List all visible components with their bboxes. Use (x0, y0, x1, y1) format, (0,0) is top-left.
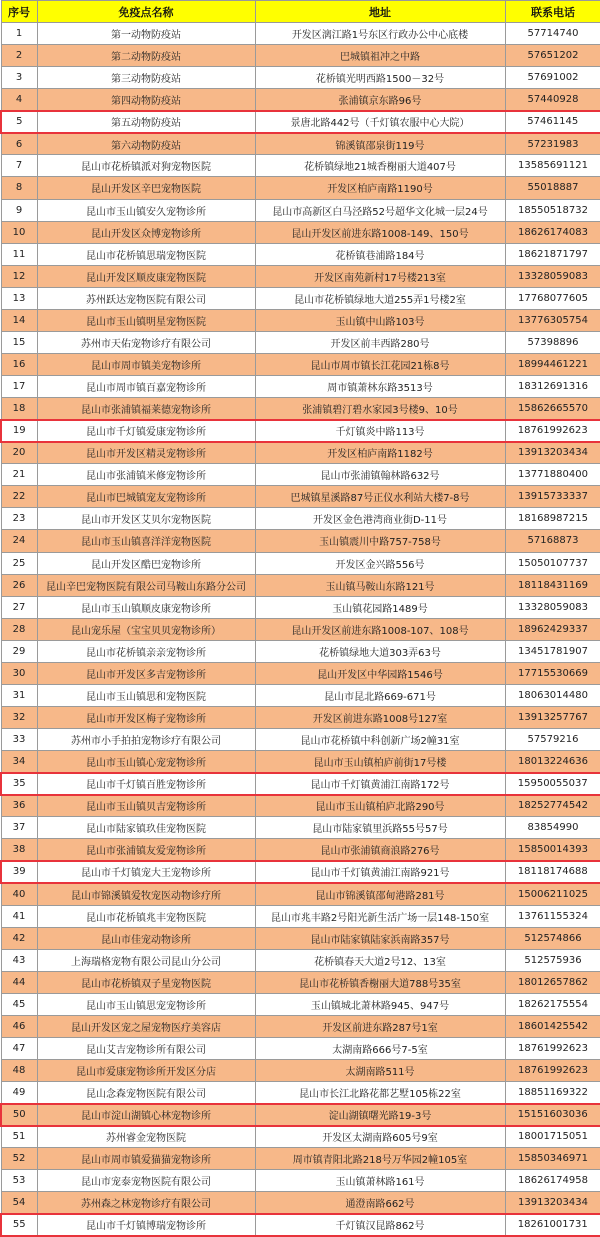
table-row (1, 420, 600, 442)
table-row (1, 706, 600, 728)
cell-address: 开发区前进东路287号1室 (255, 1015, 505, 1037)
cell-address: 花桥镇巷浦路184号 (255, 243, 505, 265)
cell-phone: 57714740 (505, 23, 600, 45)
cell-address: 昆山市高新区白马泾路52号超华文化城一层24号 (255, 199, 505, 221)
cell-address: 玉山镇城北萧林路945、947号 (255, 993, 505, 1015)
table-header-row (1, 1, 600, 23)
cell-index: 55 (1, 1214, 37, 1236)
cell-phone: 18626174958 (505, 1170, 600, 1192)
cell-phone: 13328059083 (505, 596, 600, 618)
cell-name: 昆山市玉山镇明星宠物医院 (37, 309, 255, 331)
cell-name: 第六动物防疫站 (37, 133, 255, 155)
table-row (1, 398, 600, 420)
cell-address: 花桥镇绿地21城香榭丽大道407号 (255, 155, 505, 177)
cell-index: 24 (1, 530, 37, 552)
table-row (1, 1015, 600, 1037)
cell-address: 昆山市兆丰路2号阳光新生活广场一层148-150室 (255, 905, 505, 927)
cell-phone: 512575936 (505, 949, 600, 971)
cell-index: 49 (1, 1082, 37, 1104)
cell-address: 巴城镇星溪路87号正仪水利站大楼7-8号 (255, 486, 505, 508)
cell-phone: 18761992623 (505, 1059, 600, 1081)
cell-phone: 18601425542 (505, 1015, 600, 1037)
cell-index: 17 (1, 376, 37, 398)
cell-address: 开发区太湖南路605号9室 (255, 1126, 505, 1148)
cell-address: 玉山镇萧林路161号 (255, 1170, 505, 1192)
cell-address: 开发区金色港湾商业街D-11号 (255, 508, 505, 530)
table-row (1, 1082, 600, 1104)
cell-phone: 57579216 (505, 729, 600, 751)
cell-index: 34 (1, 751, 37, 773)
cell-name: 昆山市千灯镇博瑞宠物诊所 (37, 1214, 255, 1236)
cell-index: 29 (1, 640, 37, 662)
table-row (1, 67, 600, 89)
table-row (1, 1104, 600, 1126)
header-address: 地址 (255, 1, 505, 23)
cell-index: 19 (1, 420, 37, 442)
table-row (1, 287, 600, 309)
cell-address: 太湖南路511号 (255, 1059, 505, 1081)
cell-name: 昆山市陆家镇玖佳宠物医院 (37, 817, 255, 839)
cell-address: 张浦镇京东路96号 (255, 89, 505, 111)
table-row (1, 861, 600, 883)
cell-phone: 15050107737 (505, 552, 600, 574)
cell-phone: 18994461221 (505, 353, 600, 375)
cell-phone: 512574866 (505, 927, 600, 949)
cell-phone: 18168987215 (505, 508, 600, 530)
cell-index: 6 (1, 133, 37, 155)
cell-phone: 57231983 (505, 133, 600, 155)
cell-name: 昆山市玉山镇心宠宠物诊所 (37, 751, 255, 773)
cell-address: 开发区前丰西路280号 (255, 331, 505, 353)
cell-index: 46 (1, 1015, 37, 1037)
cell-name: 苏州睿金宠物医院 (37, 1126, 255, 1148)
cell-phone: 57651202 (505, 45, 600, 67)
cell-name: 昆山市千灯镇爱康宠物诊所 (37, 420, 255, 442)
cell-index: 13 (1, 287, 37, 309)
cell-address: 昆山市昆北路669-671号 (255, 684, 505, 706)
cell-address: 千灯镇炎中路113号 (255, 420, 505, 442)
cell-index: 4 (1, 89, 37, 111)
table-row (1, 795, 600, 817)
cell-name: 上海瑞格宠物有限公司昆山分公司 (37, 949, 255, 971)
cell-name: 昆山市花桥镇双子星宠物医院 (37, 971, 255, 993)
cell-index: 26 (1, 574, 37, 596)
cell-index: 5 (1, 111, 37, 133)
cell-phone: 57440928 (505, 89, 600, 111)
cell-phone: 18013224636 (505, 751, 600, 773)
cell-index: 45 (1, 993, 37, 1015)
table-row (1, 574, 600, 596)
cell-index: 23 (1, 508, 37, 530)
cell-phone: 13328059083 (505, 265, 600, 287)
cell-name: 昆山市玉山镇思和宠物医院 (37, 684, 255, 706)
table-row (1, 353, 600, 375)
cell-address: 昆山市陆家镇里浜路55号57号 (255, 817, 505, 839)
cell-name: 昆山市周市镇爱猫猫宠物诊所 (37, 1148, 255, 1170)
cell-name: 昆山市周市镇百嘉宠物诊所 (37, 376, 255, 398)
cell-name: 昆山市淀山湖镇心林宠物诊所 (37, 1104, 255, 1126)
cell-index: 37 (1, 817, 37, 839)
table-row (1, 376, 600, 398)
cell-address: 周市镇青阳北路218号万华园2幢105室 (255, 1148, 505, 1170)
cell-name: 昆山市宠泰宠物医院有限公司 (37, 1170, 255, 1192)
cell-address: 景唐北路442号（千灯镇农服中心大院） (255, 111, 505, 133)
cell-address: 开发区柏庐南路1182号 (255, 442, 505, 464)
table-row (1, 684, 600, 706)
cell-phone: 17768077605 (505, 287, 600, 309)
table-row (1, 89, 600, 111)
cell-index: 40 (1, 883, 37, 905)
cell-index: 31 (1, 684, 37, 706)
cell-phone: 18851169322 (505, 1082, 600, 1104)
cell-phone: 18761992623 (505, 1037, 600, 1059)
header-phone: 联系电话 (505, 1, 600, 23)
cell-phone: 15850014393 (505, 839, 600, 861)
cell-phone: 18312691316 (505, 376, 600, 398)
cell-phone: 18012657862 (505, 971, 600, 993)
table-row (1, 552, 600, 574)
cell-address: 花桥镇光明西路1500－32号 (255, 67, 505, 89)
cell-index: 11 (1, 243, 37, 265)
cell-name: 昆山市花桥镇派对狗宠物医院 (37, 155, 255, 177)
table-row (1, 971, 600, 993)
cell-index: 44 (1, 971, 37, 993)
cell-phone: 13913203434 (505, 442, 600, 464)
cell-address: 昆山市周市镇长江花园21栋8号 (255, 353, 505, 375)
cell-name: 昆山开发区辛巴宠物医院 (37, 177, 255, 199)
cell-name: 昆山市玉山镇贝吉宠物诊所 (37, 795, 255, 817)
table-row (1, 265, 600, 287)
table-row (1, 111, 600, 133)
cell-phone: 57398896 (505, 331, 600, 353)
cell-address: 开发区漓江路1号东区行政办公中心底楼 (255, 23, 505, 45)
cell-name: 昆山市玉山镇顺皮康宠物诊所 (37, 596, 255, 618)
cell-name: 苏州市天佑宠物诊疗有限公司 (37, 331, 255, 353)
cell-phone: 55018887 (505, 177, 600, 199)
cell-phone: 18761992623 (505, 420, 600, 442)
cell-name: 昆山念森宠物医院有限公司 (37, 1082, 255, 1104)
table-row (1, 927, 600, 949)
cell-index: 39 (1, 861, 37, 883)
cell-index: 25 (1, 552, 37, 574)
cell-index: 53 (1, 1170, 37, 1192)
cell-address: 昆山市张浦镇翰林路632号 (255, 464, 505, 486)
cell-address: 千灯镇汉昆路862号 (255, 1214, 505, 1236)
table-row (1, 949, 600, 971)
table-row (1, 751, 600, 773)
cell-phone: 13913257767 (505, 706, 600, 728)
cell-name: 昆山市千灯镇宠大王宠物诊所 (37, 861, 255, 883)
cell-name: 昆山市开发区艾贝尔宠物医院 (37, 508, 255, 530)
cell-phone: 13915733337 (505, 486, 600, 508)
cell-name: 昆山辛巴宠物医院有限公司马鞍山东路分公司 (37, 574, 255, 596)
cell-name: 昆山宠乐屋（宝宝贝贝宠物诊所） (37, 618, 255, 640)
table-row (1, 1214, 600, 1236)
table-row (1, 530, 600, 552)
cell-phone: 83854990 (505, 817, 600, 839)
cell-name: 昆山市玉山镇思宠宠物诊所 (37, 993, 255, 1015)
cell-index: 3 (1, 67, 37, 89)
cell-address: 昆山市花桥镇绿地大道255弄1号楼2室 (255, 287, 505, 309)
cell-name: 苏州市小手拍拍宠物诊疗有限公司 (37, 729, 255, 751)
cell-index: 43 (1, 949, 37, 971)
cell-address: 锦溪镇邵泉街119号 (255, 133, 505, 155)
table-row (1, 1192, 600, 1214)
table-row (1, 883, 600, 905)
cell-phone: 18261001731 (505, 1214, 600, 1236)
cell-phone: 57168873 (505, 530, 600, 552)
cell-index: 38 (1, 839, 37, 861)
table-row (1, 486, 600, 508)
cell-phone: 15950055037 (505, 773, 600, 795)
table-row (1, 662, 600, 684)
cell-index: 9 (1, 199, 37, 221)
cell-name: 第一动物防疫站 (37, 23, 255, 45)
cell-name: 昆山开发区宠之屋宠物医疗美容店 (37, 1015, 255, 1037)
cell-phone: 18550518732 (505, 199, 600, 221)
cell-index: 30 (1, 662, 37, 684)
cell-address: 昆山市千灯镇黄浦江南路172号 (255, 773, 505, 795)
cell-index: 8 (1, 177, 37, 199)
cell-index: 15 (1, 331, 37, 353)
cell-name: 昆山市张浦镇米修宠物诊所 (37, 464, 255, 486)
cell-index: 48 (1, 1059, 37, 1081)
cell-name: 昆山市玉山镇安久宠物诊所 (37, 199, 255, 221)
cell-phone: 13761155324 (505, 905, 600, 927)
table-row (1, 331, 600, 353)
table-row (1, 309, 600, 331)
cell-address: 花桥镇春天大道2号12、13室 (255, 949, 505, 971)
cell-name: 昆山市周市镇美宠物诊所 (37, 353, 255, 375)
cell-address: 昆山市锦溪镇邵甸港路281号 (255, 883, 505, 905)
cell-address: 太湖南路666号7-5室 (255, 1037, 505, 1059)
table-row (1, 905, 600, 927)
cell-name: 昆山艾吉宠物诊所有限公司 (37, 1037, 255, 1059)
cell-name: 昆山开发区顺皮康宠物医院 (37, 265, 255, 287)
cell-address: 开发区南苑新村17号楼213室 (255, 265, 505, 287)
cell-phone: 13771880400 (505, 464, 600, 486)
cell-phone: 18063014480 (505, 684, 600, 706)
cell-address: 昆山市千灯镇黄浦江南路921号 (255, 861, 505, 883)
cell-name: 昆山市千灯镇百胜宠物诊所 (37, 773, 255, 795)
cell-name: 苏州跃达宠物医院有限公司 (37, 287, 255, 309)
cell-name: 昆山市锦溪镇爱牧宠医动物诊疗所 (37, 883, 255, 905)
cell-address: 昆山市花桥镇香榭丽大道788号35室 (255, 971, 505, 993)
cell-name: 第五动物防疫站 (37, 111, 255, 133)
cell-index: 32 (1, 706, 37, 728)
cell-address: 昆山开发区前进东路1008-107、108号 (255, 618, 505, 640)
cell-index: 12 (1, 265, 37, 287)
cell-index: 36 (1, 795, 37, 817)
cell-phone: 57461145 (505, 111, 600, 133)
table-row (1, 442, 600, 464)
cell-index: 14 (1, 309, 37, 331)
cell-name: 昆山市开发区精灵宠物诊所 (37, 442, 255, 464)
table-row (1, 1170, 600, 1192)
cell-name: 苏州森之林宠物诊疗有限公司 (37, 1192, 255, 1214)
cell-index: 54 (1, 1192, 37, 1214)
cell-address: 巴城镇祖冲之中路 (255, 45, 505, 67)
cell-name: 昆山市花桥镇兆丰宠物医院 (37, 905, 255, 927)
cell-phone: 13585691121 (505, 155, 600, 177)
table-row (1, 45, 600, 67)
header-index: 序号 (1, 1, 37, 23)
cell-address: 开发区前进东路1008号127室 (255, 706, 505, 728)
cell-name: 昆山市开发区多吉宠物诊所 (37, 662, 255, 684)
cell-address: 昆山市玉山镇柏庐前街17号楼 (255, 751, 505, 773)
cell-address: 玉山镇花园路1489号 (255, 596, 505, 618)
cell-name: 昆山市张浦镇友爱宠物诊所 (37, 839, 255, 861)
cell-index: 20 (1, 442, 37, 464)
cell-phone: 18962429337 (505, 618, 600, 640)
cell-index: 1 (1, 23, 37, 45)
cell-index: 2 (1, 45, 37, 67)
cell-address: 昆山市长江北路花都艺墅105栋22室 (255, 1082, 505, 1104)
cell-phone: 13913203434 (505, 1192, 600, 1214)
cell-name: 昆山市开发区梅子宠物诊所 (37, 706, 255, 728)
cell-address: 昆山市张浦镇商浪路276号 (255, 839, 505, 861)
table-row (1, 177, 600, 199)
cell-phone: 18001715051 (505, 1126, 600, 1148)
cell-address: 开发区柏庐南路1190号 (255, 177, 505, 199)
cell-phone: 17715530669 (505, 662, 600, 684)
cell-index: 10 (1, 221, 37, 243)
table-row (1, 133, 600, 155)
cell-address: 昆山开发区前进东路1008-149、150号 (255, 221, 505, 243)
cell-address: 昆山市陆家镇陆家浜南路357号 (255, 927, 505, 949)
table-row (1, 618, 600, 640)
cell-name: 第四动物防疫站 (37, 89, 255, 111)
table-row (1, 199, 600, 221)
cell-index: 27 (1, 596, 37, 618)
table-row (1, 155, 600, 177)
cell-name: 昆山市花桥镇亲亲宠物诊所 (37, 640, 255, 662)
table-row (1, 773, 600, 795)
cell-address: 开发区金兴路556号 (255, 552, 505, 574)
cell-index: 35 (1, 773, 37, 795)
cell-name: 昆山市花桥镇思瑞宠物医院 (37, 243, 255, 265)
cell-index: 42 (1, 927, 37, 949)
cell-phone: 18621871797 (505, 243, 600, 265)
table-row (1, 640, 600, 662)
cell-index: 52 (1, 1148, 37, 1170)
cell-index: 21 (1, 464, 37, 486)
cell-name: 昆山市玉山镇喜洋洋宠物医院 (37, 530, 255, 552)
table-row (1, 993, 600, 1015)
cell-address: 昆山开发区中华园路1546号 (255, 662, 505, 684)
cell-index: 28 (1, 618, 37, 640)
table-row (1, 1037, 600, 1059)
cell-index: 7 (1, 155, 37, 177)
cell-phone: 13451781907 (505, 640, 600, 662)
table-row (1, 729, 600, 751)
cell-index: 33 (1, 729, 37, 751)
cell-phone: 15862665570 (505, 398, 600, 420)
cell-phone: 18262175554 (505, 993, 600, 1015)
cell-phone: 18118174688 (505, 861, 600, 883)
cell-address: 玉山镇震川中路757-758号 (255, 530, 505, 552)
table-row (1, 243, 600, 265)
cell-address: 昆山市玉山镇柏庐北路290号 (255, 795, 505, 817)
cell-address: 张浦镇碧汀碧水家园3号楼9、10号 (255, 398, 505, 420)
cell-phone: 13776305754 (505, 309, 600, 331)
table-row (1, 508, 600, 530)
cell-phone: 18626174083 (505, 221, 600, 243)
table-row (1, 817, 600, 839)
cell-name: 昆山开发区众博宠物诊所 (37, 221, 255, 243)
table-row (1, 221, 600, 243)
cell-index: 47 (1, 1037, 37, 1059)
cell-index: 18 (1, 398, 37, 420)
cell-address: 通澄南路662号 (255, 1192, 505, 1214)
cell-index: 51 (1, 1126, 37, 1148)
cell-name: 昆山市巴城镇宠友宠物诊所 (37, 486, 255, 508)
cell-phone: 15006211025 (505, 883, 600, 905)
cell-phone: 15151603036 (505, 1104, 600, 1126)
cell-address: 昆山市花桥镇中科创新广场2幢31室 (255, 729, 505, 751)
header-name: 免疫点名称 (37, 1, 255, 23)
cell-index: 16 (1, 353, 37, 375)
cell-name: 昆山开发区酷巴宠物诊所 (37, 552, 255, 574)
cell-address: 玉山镇马鞍山东路121号 (255, 574, 505, 596)
table-row (1, 23, 600, 45)
cell-phone: 15850346971 (505, 1148, 600, 1170)
table-row (1, 596, 600, 618)
cell-phone: 57691002 (505, 67, 600, 89)
cell-address: 花桥镇绿地大道303弄63号 (255, 640, 505, 662)
table-body (1, 23, 600, 1236)
cell-name: 昆山市张浦镇福莱德宠物诊所 (37, 398, 255, 420)
cell-address: 玉山镇中山路103号 (255, 309, 505, 331)
table-row (1, 464, 600, 486)
cell-phone: 18118431169 (505, 574, 600, 596)
cell-index: 22 (1, 486, 37, 508)
table-row (1, 839, 600, 861)
cell-index: 41 (1, 905, 37, 927)
cell-index: 50 (1, 1104, 37, 1126)
table-row (1, 1148, 600, 1170)
table-row (1, 1059, 600, 1081)
table-row (1, 1126, 600, 1148)
cell-name: 第二动物防疫站 (37, 45, 255, 67)
cell-name: 昆山市爱康宠物诊所开发区分店 (37, 1059, 255, 1081)
cell-name: 昆山市佳宠动物诊所 (37, 927, 255, 949)
cell-phone: 18252774542 (505, 795, 600, 817)
cell-address: 周市镇萧林东路3513号 (255, 376, 505, 398)
cell-address: 淀山湖镇曙光路19-3号 (255, 1104, 505, 1126)
cell-name: 第三动物防疫站 (37, 67, 255, 89)
